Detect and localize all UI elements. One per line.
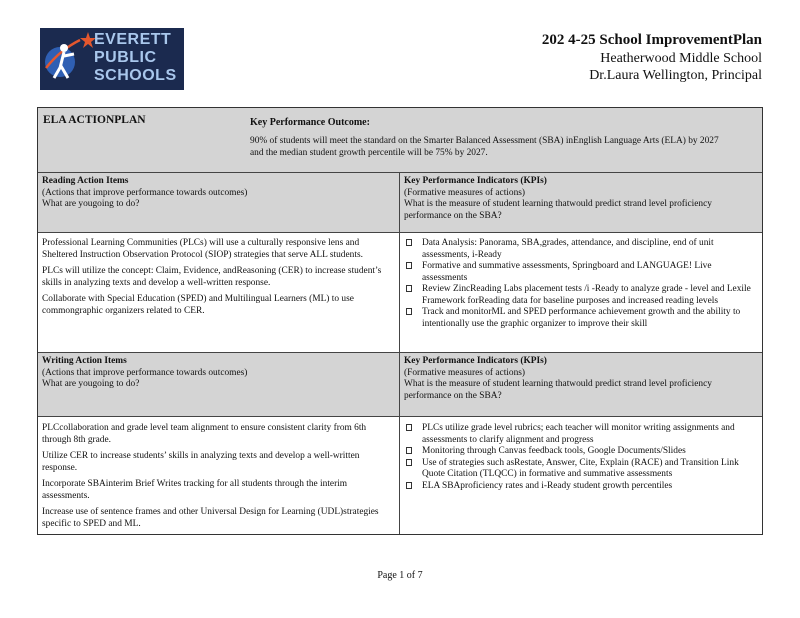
bullet-icon [406, 308, 412, 315]
list-item [404, 458, 758, 481]
logo-text-line1: EVERETT [94, 31, 172, 48]
reading-kpi-title: Key Performance Indicators (KPIs) [404, 176, 547, 186]
district-logo [40, 28, 184, 90]
list-item [404, 481, 758, 493]
bullet-icon [406, 459, 412, 466]
reading-kpi-text: Review ZincReading Labs placement tests /i -Ready to analyze grade - level and Lexile Framework forReading data for baseline purposes and increased reading levels [422, 284, 751, 306]
bullet-icon [406, 447, 412, 454]
writing-content-row [38, 417, 762, 534]
reading-kpi-question: What is the measure of student learning thatwould predict strand level proficiency performance on the SBA? [404, 199, 712, 221]
list-item [404, 284, 758, 307]
writing-action-items-title: Writing Action Items [42, 356, 127, 366]
logo-text-line3: SCHOOLS [94, 67, 177, 84]
writing-kpi-subtitle: (Formative measures of actions) [404, 367, 526, 378]
reading-action-item: PLCs will utilize the concept: Claim, Evidence, andReasoning (CER) to increase student’s skills in analyzing texts and develop a well-written response. [42, 266, 382, 288]
writing-action-items-question: What are yougoing to do? [42, 379, 140, 389]
reading-kpi-list [404, 238, 758, 330]
page-number: Page 1 of 7 [377, 570, 423, 581]
ela-action-plan-heading: ELA ACTIONPLAN [43, 114, 146, 126]
reading-actions-cell [38, 233, 400, 352]
writing-header-row [38, 353, 762, 417]
school-name: Heatherwood Middle School [600, 51, 762, 66]
reading-action-item: Professional Learning Communities (PLCs) will use a culturally responsive lens and Sheltered Instruction Observation Protocol (SIOP) strategies that serve ALL students. [42, 238, 363, 260]
writing-action-items-subtitle: (Actions that improve performance towards outcomes) [42, 367, 248, 378]
writing-action-items-header [38, 353, 400, 416]
ela-action-plan-table [37, 107, 763, 535]
reading-header-row [38, 173, 762, 233]
writing-action-item: Increase use of sentence frames and other Universal Design for Learning (UDL)strategies specific to SPED and ML. [42, 507, 379, 529]
writing-action-item: Utilize CER to increase students’ skills in analyzing texts and develop a well-written response. [42, 451, 360, 473]
writing-kpi-text: ELA SBAproficiency rates and i-Ready student growth percentiles [422, 480, 673, 491]
writing-kpi-text: PLCs utilize grade level rubrics; each teacher will monitor writing assignments and assessments to clarify alignment and progress [422, 423, 735, 445]
writing-kpi-text: Monitoring through Canvas feedback tools, Google Documents/Slides [422, 446, 686, 456]
list-item [404, 423, 758, 446]
reading-kpi-text: Data Analysis: Panorama, SBA,grades, attendance, and discipline, end of unit assessments, i-Ready [422, 238, 714, 260]
list-item [404, 307, 758, 330]
key-performance-outcome-label: Key Performance Outcome: [250, 117, 370, 128]
bullet-icon [406, 285, 412, 292]
writing-action-item: Incorporate SBAinterim Brief Writes tracking for all students through the interim assessments. [42, 479, 348, 501]
writing-action-item: PLCcollaboration and grade level team alignment to ensure consistent clarity from 6th through 8th grade. [42, 423, 367, 445]
ela-header-row [38, 108, 762, 173]
reading-kpi-text: Track and monitorML and SPED performance achievement growth and the ability to intentionally use the graphic organizer to improve their skill [422, 307, 741, 329]
writing-kpi-text: Use of strategies such asRestate, Answer, Cite, Explain (RACE) and Transition Link Quote Citation (TLQCC) in formative and summative assessments [422, 457, 739, 479]
writing-actions-cell [38, 417, 400, 534]
reading-kpis-cell [400, 233, 762, 352]
writing-kpi-header [400, 353, 762, 416]
key-performance-outcome-text: 90% of students will meet the standard on the Smarter Balanced Assessment (SBA) inEnglish Language Arts (ELA) by 2027 and the median student growth percentile will be 75% by 2027. [250, 136, 719, 158]
plan-title: 202 4-25 School ImprovementPlan [541, 32, 762, 48]
list-item [404, 238, 758, 261]
reading-action-item: Collaborate with Special Education (SPED) and Multilingual Learners (ML) to use commongraphic organizers related to CER. [42, 294, 354, 316]
bullet-icon [406, 262, 412, 269]
bullet-icon [406, 424, 412, 431]
list-item [404, 446, 758, 458]
principal-name: Dr.Laura Wellington, Principal [589, 68, 762, 83]
writing-kpi-title: Key Performance Indicators (KPIs) [404, 356, 547, 366]
writing-kpi-question: What is the measure of student learning thatwould predict strand level proficiency performance on the SBA? [404, 379, 712, 401]
reading-kpi-header [400, 173, 762, 232]
bullet-icon [406, 482, 412, 489]
reading-action-items-title: Reading Action Items [42, 176, 129, 186]
reading-content-row [38, 233, 762, 353]
writing-kpi-list [404, 423, 758, 492]
reading-kpi-text: Formative and summative assessments, Springboard and LANGUAGE! Live assessments [422, 261, 712, 283]
reading-kpi-subtitle: (Formative measures of actions) [404, 187, 526, 198]
reading-action-items-question: What are yougoing to do? [42, 199, 140, 209]
logo-text-line2: PUBLIC [94, 49, 157, 66]
reading-action-items-subtitle: (Actions that improve performance towards outcomes) [42, 187, 248, 198]
reading-action-items-header [38, 173, 400, 232]
list-item [404, 261, 758, 284]
writing-kpis-cell [400, 417, 762, 534]
bullet-icon [406, 239, 412, 246]
